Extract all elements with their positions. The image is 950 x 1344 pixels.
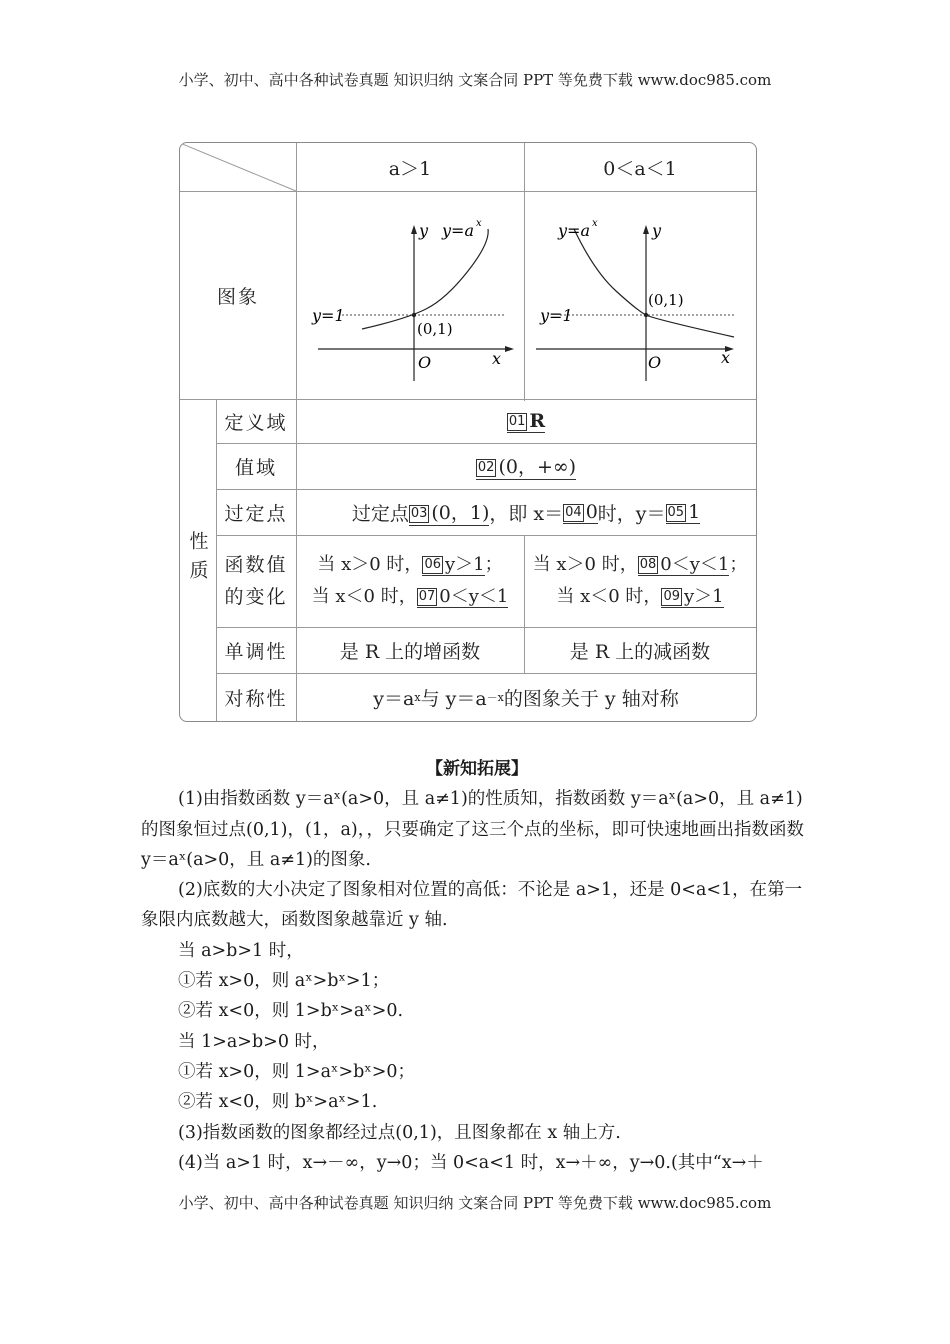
paragraph-5: ②若 x<0，则 1>bˣ>aˣ>0. [178,1001,404,1022]
paragraph-3: 当 a>b>1 时， [178,940,304,961]
func-exponent: x [592,218,598,229]
monotonic-left: 是 R 上的增函数 [339,640,481,663]
monotonic-right: 是 R 上的减函数 [569,640,711,663]
paragraph-4: ①若 x>0，则 aˣ>bˣ>1； [178,971,390,992]
fixed-point-pre: 过定点 [351,502,409,525]
symmetry-label: 对称性 [224,687,288,710]
blank-number: 05 [667,504,685,520]
blank-number: 02 [477,460,495,475]
variation-left-pre-2: 当 x＜0 时， [311,586,417,607]
extension-section [141,754,813,1178]
y-axis-arrow-icon [643,225,649,234]
range-answer: (0，+∞) [498,456,577,478]
domain-value [296,399,756,443]
variation-left-pre-1: 当 x＞0 时， [317,554,423,575]
y-axis-label: y [419,221,429,240]
paragraph-2: (2)底数的大小决定了图象相对位置的高低：不论是 a>1，还是 0<a<1，在第一象限内底数越大，函数图象越靠近 y 轴. [141,880,803,931]
variation-left-answer-1: y＞1 [444,554,485,575]
variation-right-answer-2: y＞1 [683,586,724,607]
graph-row-label: 图象 [216,285,259,308]
blank-number: 04 [565,504,582,520]
variation-left [296,535,524,627]
header-a-gt-1 [296,143,524,191]
range-label: 值域 [234,456,277,479]
symmetry-exp-2: －x [486,691,504,704]
fixed-point-mid-2: 时，y＝ [597,502,666,525]
variation-right [524,535,756,627]
blank-number: 08 [639,557,657,572]
paragraph-7: ①若 x>0，则 1>aˣ>bˣ>0； [178,1061,416,1082]
blank-number: 01 [508,413,526,429]
header-a-lt-1 [524,143,756,191]
paragraph-6: 当 1>a>b>0 时， [178,1031,330,1052]
fixed-point-answer-1: (0，1) [431,502,490,524]
line-label: y=1 [312,306,345,325]
blank-number: 06 [424,557,441,572]
fixed-point-label: 过定点 [224,502,288,525]
symmetry-text-pre: y＝a [373,687,415,710]
paragraph-9: (3)指数函数的图象都经过点(0,1)，且图象都在 x 轴上方. [178,1122,621,1143]
variation-right-pre-2: 当 x＜0 时， [556,586,662,607]
variation-left-answer-2: 0＜y＜1 [439,586,509,607]
variation-label-line2: 的变化 [224,586,288,608]
header-diagonal [180,143,297,192]
fixed-point-answer-2: 0 [585,500,598,523]
page-footer: 小学、初中、高中各种试卷真题 知识归纳 文案合同 PPT 等免费下载 www.doc985.com [178,1194,772,1212]
symmetry-text-mid: 与 y＝a [420,687,487,710]
graph-increasing [296,191,524,399]
variation-right-pre-1: 当 x＞0 时， [532,554,638,575]
section-label: 性质 [186,531,209,589]
origin-label: O [648,353,662,372]
line-label: y=1 [540,306,573,325]
paragraph-8: ②若 x<0，则 bˣ>aˣ>1. [178,1092,378,1113]
monotonic-label: 单调性 [224,640,288,663]
fixed-point-mid-1: ，即 x＝ [489,502,564,525]
variation-right-end: ； [729,554,748,575]
paragraph-1: (1)由指数函数 y＝aˣ(a>0，且 a≠1)的性质知，指数函数 y＝aˣ(a>0，且 a≠1)的图象恒过点(0,1)，(1，a)，，只要确定了这三个点的坐标，即可快速地画出指数函数 y＝aˣ(a>0，且 a≠1)的图象. [141,789,804,870]
y-axis-label: y [652,221,662,240]
fixed-point-answer-3: 1 [688,500,701,523]
variation-label [216,535,296,627]
symmetry-value [296,673,756,721]
section-title: 【新知拓展】 [426,759,528,779]
page-header: 小学、初中、高中各种试卷真题 知识归纳 文案合同 PPT 等免费下载 www.doc985.com [178,71,772,89]
point-label: (0,1) [417,320,453,338]
graph-decreasing [524,191,756,399]
variation-label-line1: 函数值 [224,554,288,576]
x-axis-label: x [721,348,731,367]
x-axis-label: x [492,349,502,368]
variation-left-end: ； [484,554,503,575]
blank-number: 07 [418,589,436,604]
variation-right-answer-1: 0＜y＜1 [660,554,730,575]
blank-number: 09 [663,589,680,604]
func-label: y=a [442,221,474,240]
func-exponent: x [476,218,482,229]
origin-label: O [418,353,432,372]
func-label: y=a [558,221,590,240]
symmetry-exp-1: x [414,690,421,704]
x-axis-arrow-icon [505,346,514,352]
y-axis-arrow-icon [411,225,417,234]
domain-label: 定义域 [224,411,288,434]
header-a-gt-1-text: a＞1 [388,157,432,180]
exp-curve [362,229,488,329]
domain-answer: R [529,409,546,432]
fixed-point [412,313,416,317]
fixed-point-value [296,489,756,535]
properties-table [179,142,757,722]
header-a-lt-1-text: 0＜a＜1 [603,157,677,180]
exp-curve [574,229,734,337]
symmetry-text-end: 的图象关于 y 轴对称 [503,687,679,710]
point-label: (0,1) [648,291,684,309]
range-value [296,443,756,489]
blank-number: 03 [410,506,428,521]
fixed-point [644,313,648,317]
paragraph-10: (4)当 a>1 时，x→－∞，y→0；当 0<a<1 时，x→＋∞，y→0.(其中“x→＋ [178,1152,764,1173]
